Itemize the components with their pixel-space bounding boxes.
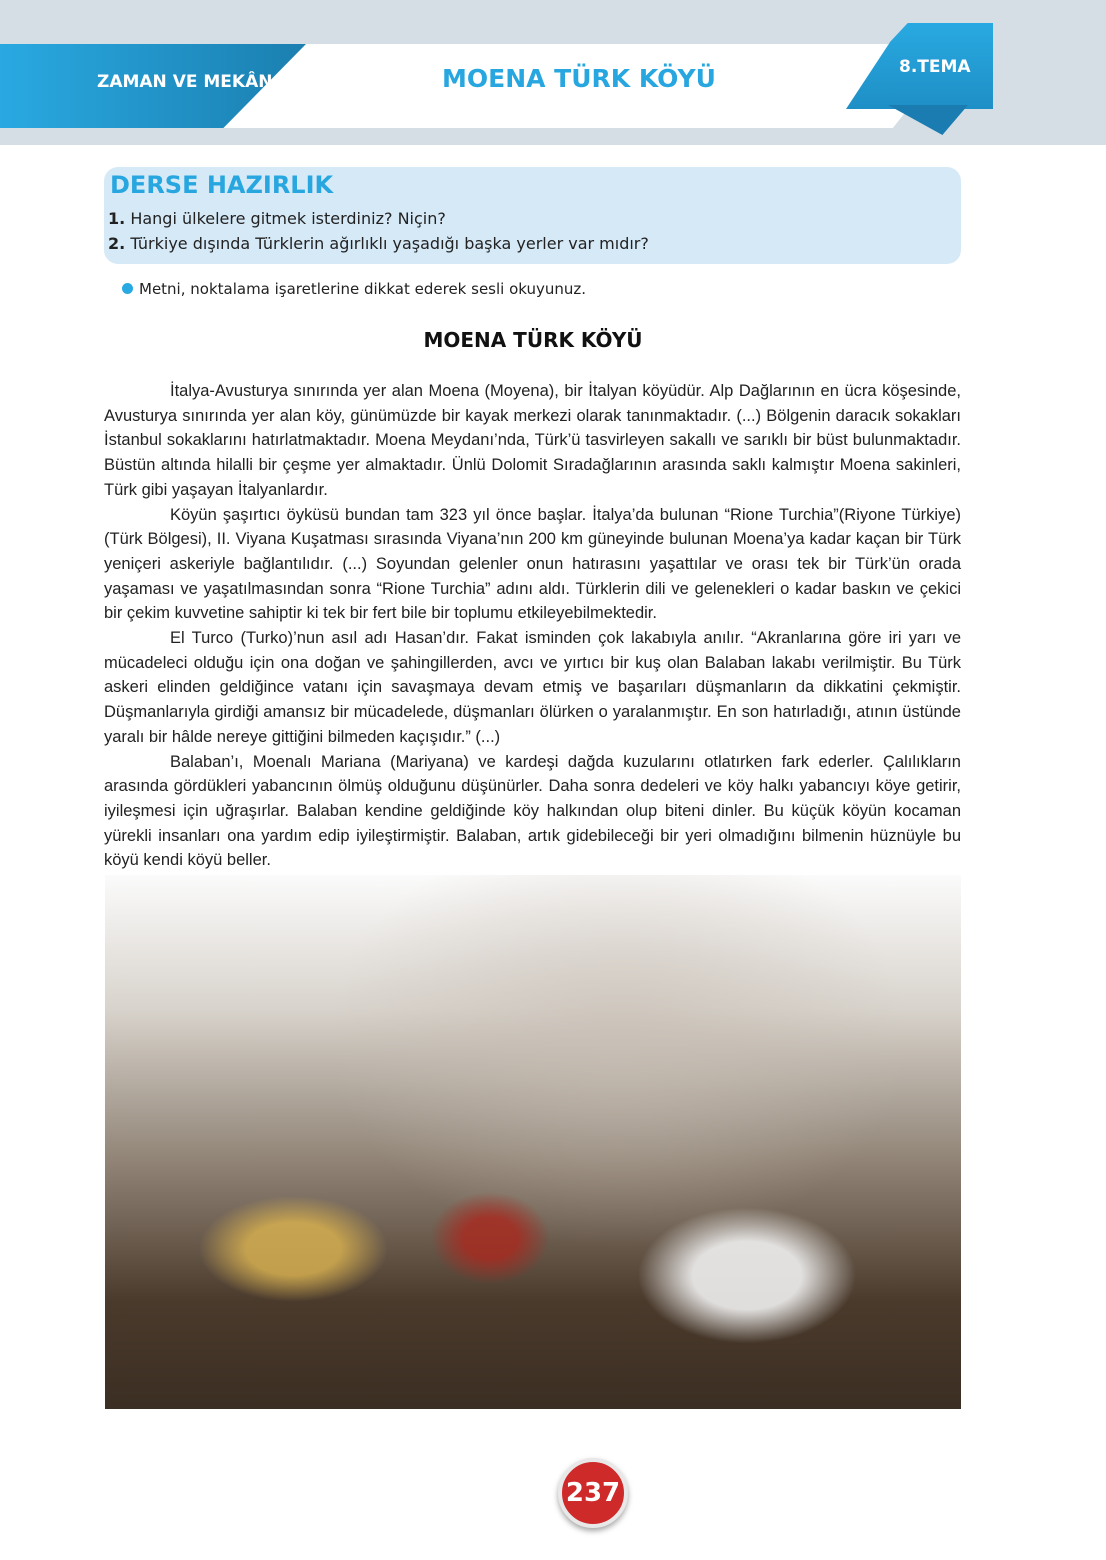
question-number: 1. — [108, 209, 126, 228]
prep-question — [108, 209, 446, 228]
paragraph: El Turco (Turko)’nun asıl adı Hasan’dır. Fakat isminden çok lakabıyla anılır. “Akranlarına göre iri yarı ve mücadeleci olduğu için ona doğan ve şahingillerden, avcı ve yırtıcı bir kuş olan Balaban lakabı verilmiştir. Bu Türk askeri elinden geldiğince vatanı için savaşmaya devam etmiş ve başarıları düşmanların da dikkatini çekmiştir. Düşmanlarıyla girdiği amansız bir mücadelede, düşmanları ölürken o yaralanmıştır. En son hatırladığı, atının üstünde yaralı bir hâlde nereye gittiğini bilmeden kaçışıdır.” (...) — [104, 629, 961, 746]
bullet-icon — [122, 283, 133, 294]
story-flow — [104, 379, 961, 1409]
paragraph: Balaban’ı, Moenalı Mariana (Mariyana) ve kardeşi dağda kuzularını otlatırken fark ederler. Çalılıkların arasında gördükleri yabancının ölmüş olduğunu düşünürler. Daha sonra dedeleri ve köy halkı yabancıyı köye getirir, iyileşmesi için uğraşırlar. Balaban kendine geldiğinde köy halkından olup biteni dinler. Bu küçük köyün kocaman yürekli insanları ona yardım edip iyileştirmiştir. Balaban, artık gidebileceği bir yeri olmadığını bilmenin hüznüyle bu köyü kendi köyü beller. — [104, 752, 961, 870]
paragraph: İtalya-Avusturya sınırında yer alan Moena (Moyena), bir İtalyan köyüdür. Alp Dağlarının en ücra köşesinde, Avusturya sınırında yer alan köy, günümüzde bir kayak merkezi olarak tanınmaktadır. (...) Bölgenin daracık sokakları İstanbul sokaklarını hatırlatmaktadır. Moena Meydanı’nda, Türk’ü tasvirleyen sakallı ve sarıklı bir büst bulunmaktadır. Büstün altında hilalli bir çeşme yer almaktadır. Ünlü Dolomit Sıradağlarının arasında saklı kalmıştır Moena sakinleri, Türk gibi yaşayan İtalyanlardır. — [104, 382, 961, 499]
question-number: 2. — [108, 234, 126, 253]
prep-box — [104, 167, 961, 264]
question-text: Hangi ülkelere gitmek isterdiniz? Niçin? — [130, 209, 446, 228]
paragraph: Köyün şaşırtıcı öyküsü bundan tam 323 yıl önce başlar. İtalya’da bulunan “Rione Turchia”(Riyone Türkiye) (Türk Bölgesi), II. Viyana Kuşatması sırasında Viyana’nın 200 km güneyinde bulunan Moena’ya kadar kaçan bir Türk yeniçeri askeriyle bağlantılıdır. (...) Soyundan gelenler onun hatırasını yaşattılar ve orası tek bir Türk’ün orada yaşaması ve yaşatılmasından sonra “Rione Turchia” adını aldı. Türklerin dili ve gelenekleri o kadar baskın ve çekici bir çekim kuvvetine sahiptir ki tek bir fert bile bir toplumu etkileyebilmektedir. — [104, 505, 961, 623]
story-title: MOENA TÜRK KÖYÜ — [423, 328, 643, 352]
question-text: Türkiye dışında Türklerin ağırlıklı yaşadığı başka yerler var mıdır? — [130, 234, 649, 253]
prep-question — [108, 234, 649, 253]
page-number: 237 — [558, 1458, 628, 1528]
instruction-text: Metni, noktalama işaretlerine dikkat ederek sesli okuyunuz. — [139, 280, 587, 298]
reading-instruction — [122, 280, 586, 298]
story-body — [104, 379, 961, 873]
prep-title: DERSE HAZIRLIK — [110, 171, 334, 199]
header-title: MOENA TÜRK KÖYÜ — [442, 64, 716, 93]
section-label: ZAMAN VE MEKÂN — [97, 72, 273, 92]
battle-illustration — [105, 875, 961, 1409]
theme-label: 8.TEMA — [899, 57, 971, 77]
